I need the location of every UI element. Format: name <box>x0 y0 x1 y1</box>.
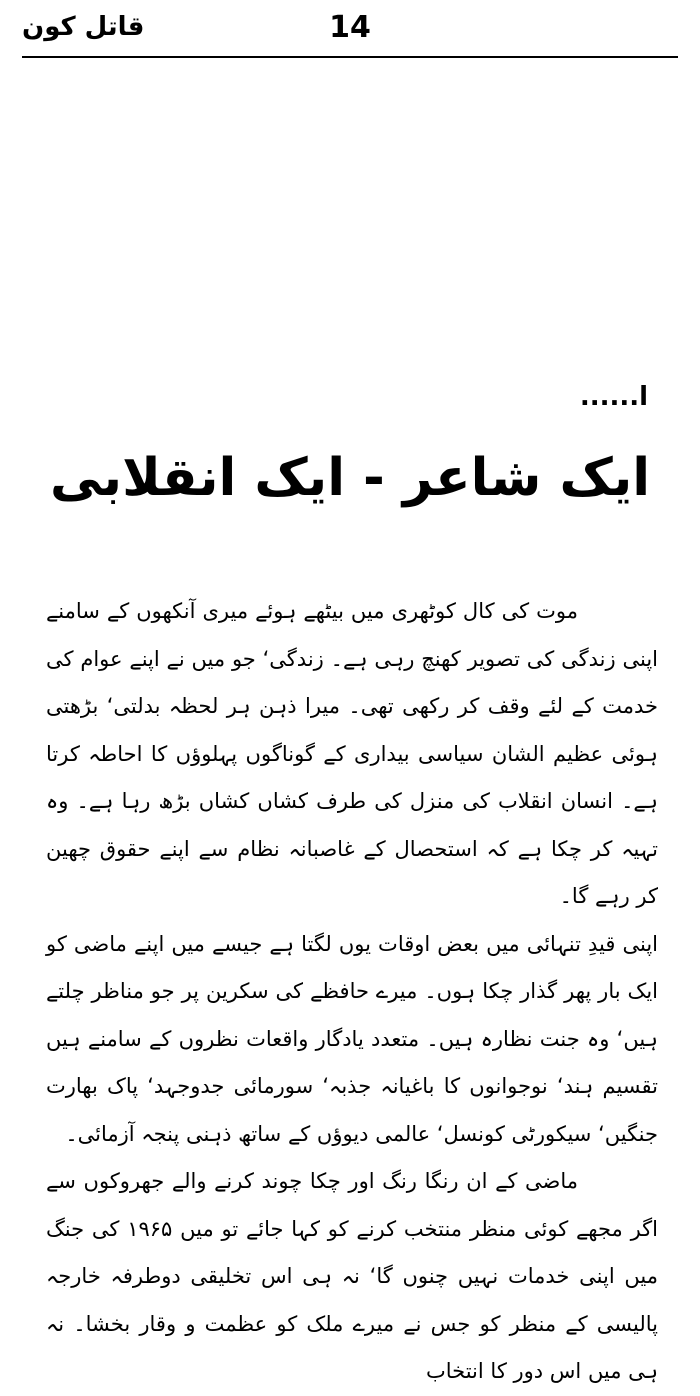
body-text <box>46 588 658 1396</box>
paragraph: اپنی قیدِ تنہائی میں بعض اوقات یوں لگتا ہے جیسے میں اپنے ماضی کو ایک بار پھر گذار چکا ہوں۔ میرے حافظے کی سکرین پر جو مناظر چلتے ہیں‘ وہ جنت نظارہ ہیں۔ متعدد یادگار واقعات نظروں کے سامنے ہیں تقسیم ہند‘ نوجوانوں کا باغیانہ جذبہ‘ سورمائی جدوجہد‘ پاک بھارت جنگیں‘ سیکورٹی کونسل‘ عالمی دیوؤں کے ساتھ ذہنی پنجہ آزمائی۔ <box>46 931 658 1146</box>
section-marker: ا...... <box>579 382 648 412</box>
page-header <box>22 10 678 58</box>
book-title: قاتل کون <box>22 12 145 42</box>
page-number: 14 <box>329 10 371 45</box>
paragraph: موت کی کال کوٹھری میں بیٹھے ہوئے میری آنکھوں کے سامنے اپنی زندگی کی تصویر کھنچ رہی ہے۔ زندگی‘ جو میں نے اپنے عوام کی خدمت کے لئے وقف کر رکھی تھی۔ میرا ذہن ہر لحظہ بدلتی‘ بڑھتی ہوئی عظیم الشان سیاسی بیداری کے گوناگوں پہلوؤں کا احاطہ کرتا ہے۔ انسان انقلاب کی منزل کی طرف کشاں کشاں بڑھ رہا ہے۔ وہ تہیہ کر چکا ہے کہ استحصال کے غاصبانہ نظام سے اپنے حقوق چھین کر رہے گا۔ <box>46 599 658 908</box>
paragraph: ماضی کے ان رنگا رنگ اور چکا چوند کرنے والے جھروکوں سے اگر مجھے کوئی منظر منتخب کرنے کو کہا جائے تو میں ۱۹۶۵ کی جنگ میں اپنی خدمات نہیں چنوں گا‘ نہ ہی اس تخلیقی دوطرفہ خارجہ پالیسی کے منظر کو جس نے میرے ملک کو عظمت و وقار بخشا۔ نہ ہی میں اس دور کا انتخاب <box>46 1169 658 1383</box>
chapter-title: ایک شاعر - ایک انقلابی <box>49 448 651 508</box>
